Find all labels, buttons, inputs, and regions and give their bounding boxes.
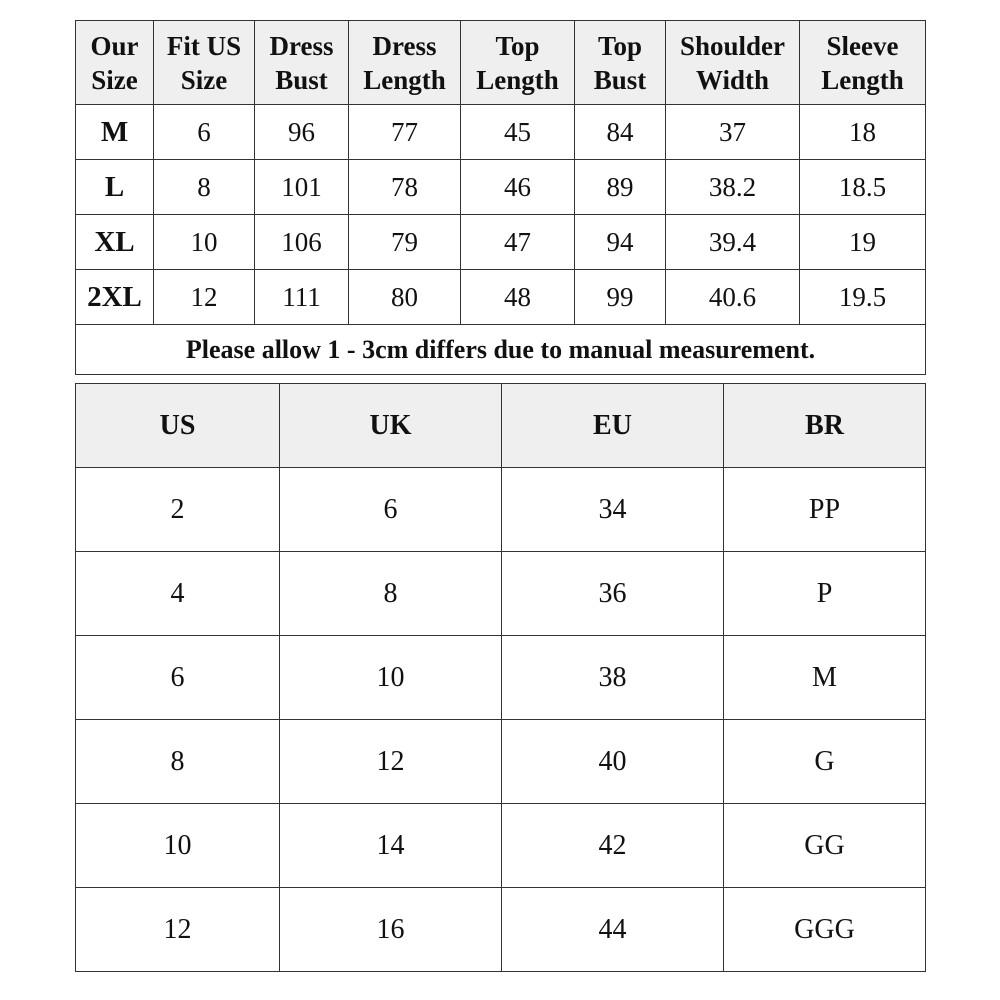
table-cell: 39.4 — [666, 215, 800, 270]
table-cell: 12 — [76, 888, 280, 972]
table-cell: 6 — [154, 105, 255, 160]
table-cell: 96 — [255, 105, 349, 160]
header-us: US — [76, 384, 280, 468]
table-cell: 12 — [280, 720, 502, 804]
table-cell: XL — [76, 215, 154, 270]
header-eu: EU — [502, 384, 724, 468]
conversion-row — [76, 552, 926, 636]
header-top-length — [461, 21, 575, 105]
header-line: Bust — [275, 64, 328, 95]
conversion-header-row — [76, 384, 926, 468]
table-cell: 18 — [800, 105, 926, 160]
table-cell: 8 — [154, 160, 255, 215]
header-line: Length — [363, 64, 446, 95]
table-cell: 45 — [461, 105, 575, 160]
header-line: Top — [597, 30, 643, 61]
measurement-note: Please allow 1 - 3cm differs due to manual measurement. — [76, 325, 926, 375]
header-line: Size — [91, 64, 138, 95]
table-cell: 40.6 — [666, 270, 800, 325]
measurement-row-m — [76, 105, 926, 160]
table-cell: 38 — [502, 636, 724, 720]
header-dress-length — [349, 21, 461, 105]
header-line: Top — [495, 30, 540, 61]
table-cell: 34 — [502, 468, 724, 552]
table-cell: 84 — [575, 105, 666, 160]
table-cell: 6 — [280, 468, 502, 552]
table-cell: 10 — [280, 636, 502, 720]
table-cell: 4 — [76, 552, 280, 636]
header-line: Sleeve — [826, 30, 899, 61]
table-cell: PP — [724, 468, 926, 552]
table-cell: 18.5 — [800, 160, 926, 215]
table-cell: 38.2 — [666, 160, 800, 215]
table-cell: 37 — [666, 105, 800, 160]
measurement-note-row — [76, 325, 926, 375]
table-cell: GG — [724, 804, 926, 888]
table-cell: 99 — [575, 270, 666, 325]
header-line: Length — [821, 64, 904, 95]
measurement-row-2xl — [76, 270, 926, 325]
table-cell: 40 — [502, 720, 724, 804]
table-cell: 101 — [255, 160, 349, 215]
table-cell: 79 — [349, 215, 461, 270]
header-line: Dress — [269, 30, 334, 61]
header-our-size — [76, 21, 154, 105]
header-line: Our — [90, 30, 139, 61]
table-cell: 12 — [154, 270, 255, 325]
header-dress-bust — [255, 21, 349, 105]
table-cell: 78 — [349, 160, 461, 215]
table-cell: 10 — [76, 804, 280, 888]
measurement-row-xl — [76, 215, 926, 270]
header-shoulder-width — [666, 21, 800, 105]
table-cell: 19.5 — [800, 270, 926, 325]
header-line: Width — [695, 64, 770, 95]
conversion-row — [76, 468, 926, 552]
table-cell: 80 — [349, 270, 461, 325]
table-cell: 2XL — [76, 270, 154, 325]
table-cell: 6 — [76, 636, 280, 720]
table-cell: 19 — [800, 215, 926, 270]
header-fit-us-size — [154, 21, 255, 105]
table-cell: 36 — [502, 552, 724, 636]
table-cell: 111 — [255, 270, 349, 325]
header-top-bust — [575, 21, 666, 105]
table-cell: 14 — [280, 804, 502, 888]
table-cell: 8 — [76, 720, 280, 804]
table-cell: 44 — [502, 888, 724, 972]
measurement-table — [75, 20, 926, 375]
table-cell: M — [724, 636, 926, 720]
header-line: Shoulder — [679, 30, 786, 61]
table-cell: 46 — [461, 160, 575, 215]
size-conversion-table — [75, 383, 926, 972]
table-cell: 94 — [575, 215, 666, 270]
measurement-header-row — [76, 21, 926, 105]
conversion-row — [76, 804, 926, 888]
table-cell: GGG — [724, 888, 926, 972]
measurement-row-l — [76, 160, 926, 215]
header-line: Size — [180, 64, 228, 95]
header-sleeve-length — [800, 21, 926, 105]
table-cell: 2 — [76, 468, 280, 552]
table-cell: G — [724, 720, 926, 804]
conversion-row — [76, 636, 926, 720]
table-cell: 106 — [255, 215, 349, 270]
header-line: Length — [476, 64, 559, 95]
table-cell: 48 — [461, 270, 575, 325]
table-cell: P — [724, 552, 926, 636]
table-cell: L — [76, 160, 154, 215]
table-cell: 10 — [154, 215, 255, 270]
table-cell: 89 — [575, 160, 666, 215]
conversion-row — [76, 888, 926, 972]
header-br: BR — [724, 384, 926, 468]
header-line: Fit US — [166, 30, 242, 61]
table-cell: 47 — [461, 215, 575, 270]
header-line: Bust — [593, 64, 647, 95]
header-uk: UK — [280, 384, 502, 468]
table-cell: 8 — [280, 552, 502, 636]
conversion-row — [76, 720, 926, 804]
table-cell: 16 — [280, 888, 502, 972]
table-cell: 42 — [502, 804, 724, 888]
table-cell: M — [76, 105, 154, 160]
table-cell: 77 — [349, 105, 461, 160]
header-line: Dress — [372, 30, 437, 61]
